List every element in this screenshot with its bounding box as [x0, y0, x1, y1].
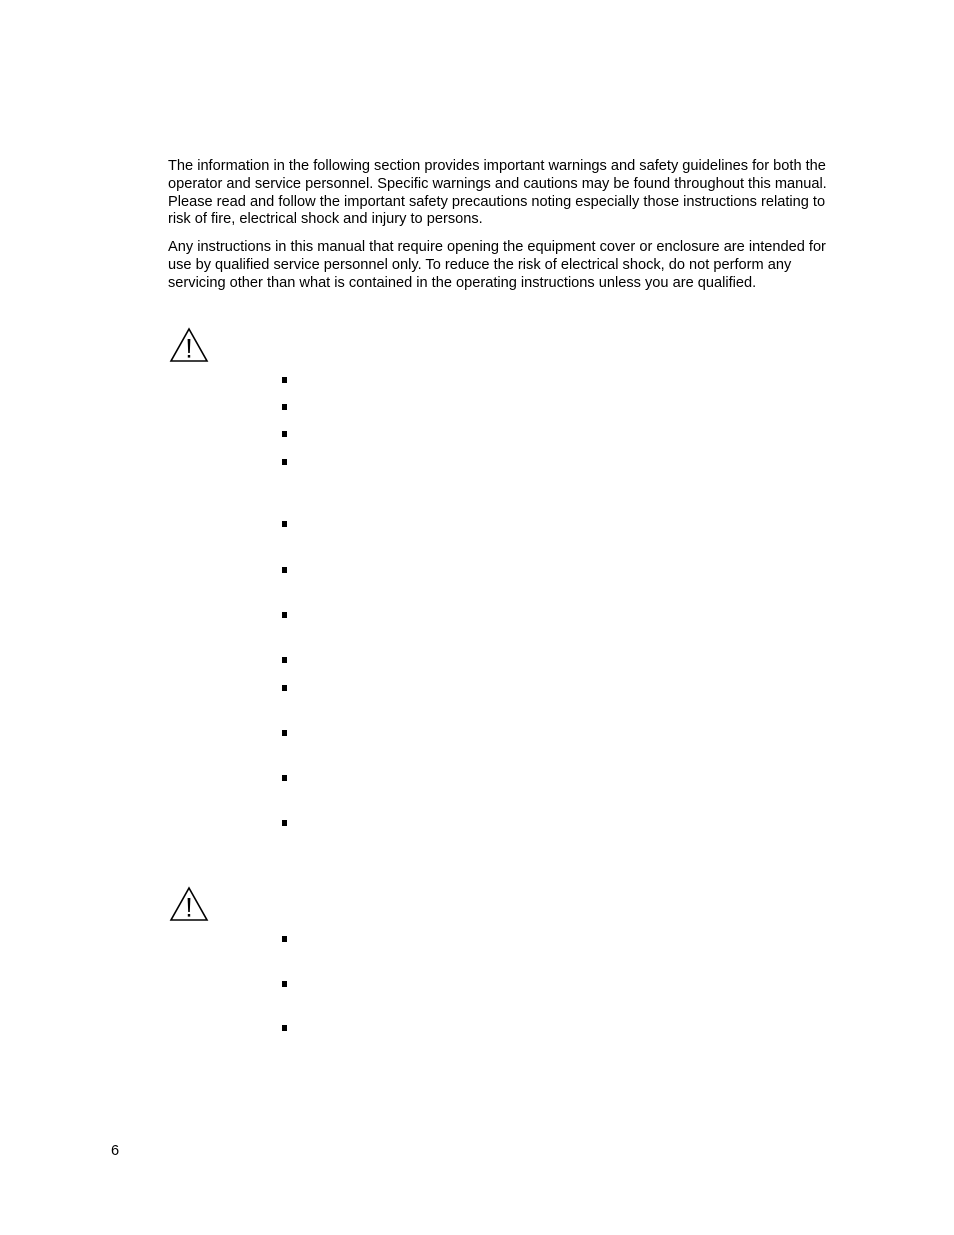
warning-1-bullet-5 — [282, 521, 287, 527]
warning-1-bullet-3 — [282, 431, 287, 437]
warning-1-bullet-12 — [282, 820, 287, 826]
warning-triangle-icon — [169, 327, 209, 363]
warning-2-bullet-2 — [282, 981, 287, 987]
warning-1-bullet-4 — [282, 459, 287, 465]
page-number: 6 — [111, 1143, 120, 1159]
warning-1-bullet-9 — [282, 685, 287, 691]
warning-1-bullet-8 — [282, 657, 287, 663]
warning-1-bullet-7 — [282, 612, 287, 618]
intro-paragraph-1: The information in the following section provides important warnings and safety guidelines for both the operator and service personnel. Specific warnings and cautions may be found throughout this manual. Please read and follow the important safety precautions noting especially those instructions relating to risk of fire, electrical shock and injury to persons. — [168, 158, 827, 228]
warning-2-bullet-1 — [282, 936, 287, 942]
warning-2-bullet-3 — [282, 1025, 287, 1031]
intro-paragraph-2: Any instructions in this manual that require opening the equipment cover or enclosure are intended for use by qualified service personnel only. To reduce the risk of electrical shock, do not perform any servicing other than what is contained in the operating instructions unless you are qualified. — [168, 239, 826, 291]
warning-1-bullet-6 — [282, 567, 287, 573]
warning-1-bullet-10 — [282, 730, 287, 736]
warning-1-bullet-2 — [282, 404, 287, 410]
warning-triangle-icon — [169, 886, 209, 922]
warning-1-bullet-1 — [282, 377, 287, 383]
warning-1-bullet-11 — [282, 775, 287, 781]
